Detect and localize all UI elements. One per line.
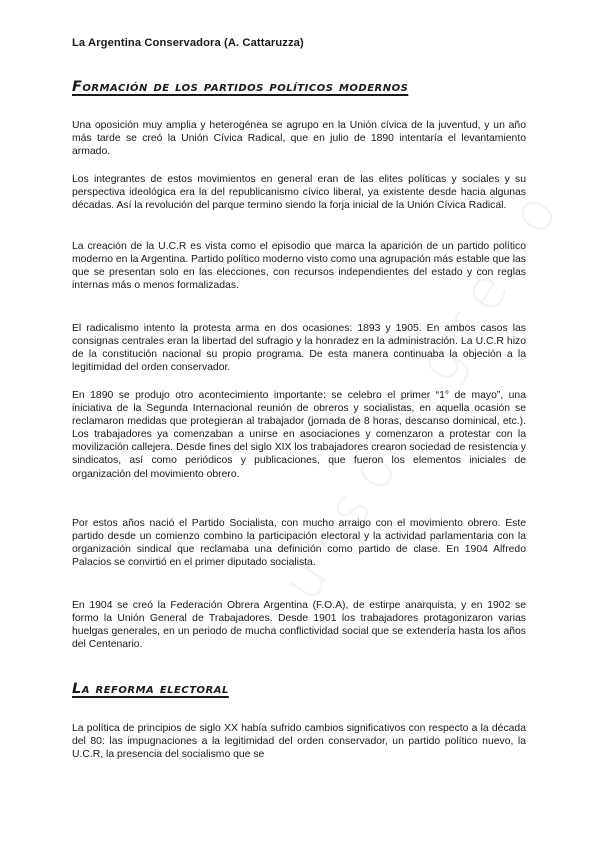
paragraph: Los integrantes de estos movimientos en general eran de las elites políticas y sociales y su perspectiva ideológica era la del republicanismo cívico liberal, ya existente desde hacia algunas décadas. Así la revolución del parque termino siendo la forja inicial de la Unión Cívica Radical. (72, 174, 526, 212)
document-header: La Argentina Conservadora (A. Cattaruzza) (72, 37, 304, 49)
paragraph: En 1904 se creó la Federación Obrera Argentina (F.O.A), de estirpe anarquista, y en 1902 se formo la Unión General de Trabajadores. Desde 1901 los trabajadores protagonizaron varias huelgas generales, en un periodo de mucha conflictividad social que se extendería hasta los años del Centenario. (72, 600, 526, 651)
paragraph: En 1890 se produjo otro acontecimiento importante: se celebro el primer “1° de mayo”, una iniciativa de la Segunda Internacional reunión de obreros y socialistas, en aquella ocasión se reclamaron medidas que protegieran al trabajador (jornada de 8 horas, descanso dominical, etc.). Los trabajadores ya comenzaban a unirse en asociaciones y comenzaron a protestar con la movilización callejera. Desde fines del siglo XIX los trabajadores crearon sociedad de resistencia y sindicatos, así como periódicos y publicaciones, que fueron los elementos iniciales de organización del movimiento obrero. (72, 390, 526, 480)
paragraph: La creación de la U.C.R es vista como el episodio que marca la aparición de un partido político moderno en la Argentina. Partido político moderno visto como una agrupación más estable que las que se presentan solo en las elecciones, con recursos independientes del estado y con reglas internas más o menos formalizadas. (72, 241, 526, 292)
paragraph: Una oposición muy amplia y heterogénea se agrupo en la Unión cívica de la juventud, y un año más tarde se creó la Unión Cívica Radical, que en julio de 1890 intentaría el levantamiento armado. (72, 120, 526, 158)
paragraph: El radicalismo intento la protesta arma en dos ocasiones: 1893 y 1905. En ambos casos las consignas centrales eran la libertad del sufragio y la honradez en la administración. La U.C.R hizo de la constitución nacional su propio programa. De esta manera continuaba la objeción a la legitimidad del orden conservador. (72, 323, 526, 374)
section-title-partidos: Formación de los partidos políticos modernos (72, 79, 409, 95)
paragraph: La política de principios de siglo XX había sufrido cambios significativos con respecto a la década del 80: las impugnaciones a la legitimidad del orden conservador, un partido político nuevo, la U.C.R, la presencia del socialismo que se (72, 723, 526, 761)
section-title-reforma: La reforma electoral (72, 681, 229, 697)
paragraph: Por estos años nació el Partido Socialista, con mucho arraigo con el movimiento obrero. Este partido desde un comienzo combino la participación electoral y la actividad parlamentaria con la organización sindical que reclamaba una definición como partido de clase. En 1904 Alfredo Palacios se convirtió en el primer diputado socialista. (72, 518, 526, 569)
